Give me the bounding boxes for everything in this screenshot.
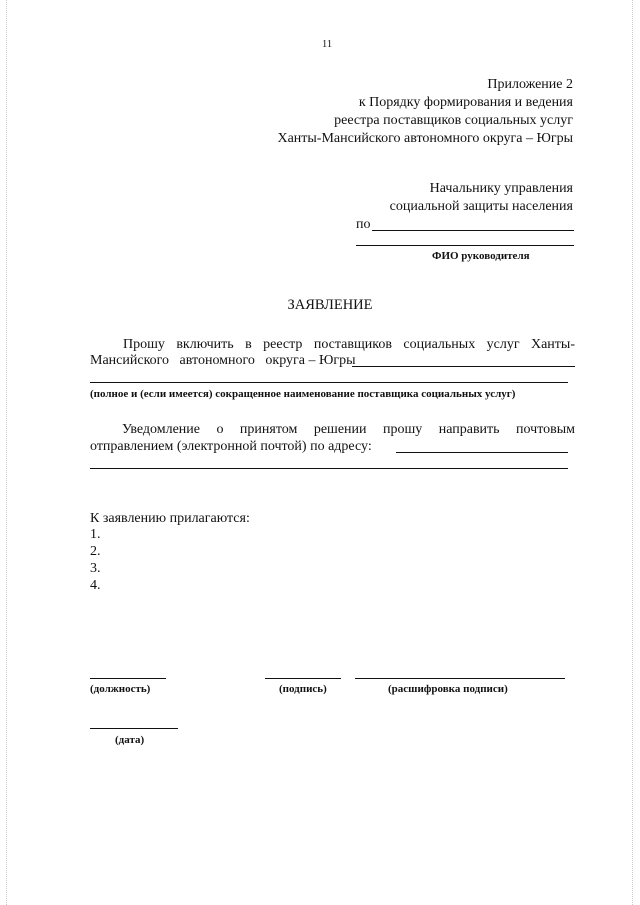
- position-field-line[interactable]: [90, 678, 166, 679]
- signature-decoding-caption: (расшифровка подписи): [388, 683, 508, 695]
- document-heading: ЗАЯВЛЕНИЕ: [287, 297, 373, 313]
- appendix-line-4: Ханты-Мансийского автономного округа – Югры: [277, 131, 573, 146]
- position-caption: (должность): [90, 683, 151, 695]
- addressee-line-1: Начальнику управления: [429, 181, 573, 196]
- address-field-line-2[interactable]: [90, 468, 568, 469]
- po-field-line[interactable]: [372, 230, 574, 231]
- signature-decoding-field-line[interactable]: [355, 678, 565, 679]
- request-line-2: Мансийского автономного округа – Югры: [90, 353, 356, 368]
- appendix-title: Приложение 2: [487, 77, 573, 92]
- appendix-line-3: реестра поставщиков социальных услуг: [334, 113, 573, 128]
- date-field-line[interactable]: [90, 728, 178, 729]
- po-label: по: [356, 217, 371, 232]
- attachment-item-2: 2.: [90, 544, 101, 559]
- attachments-title: К заявлению прилагаются:: [90, 511, 250, 526]
- signature-caption: (подпись): [279, 683, 327, 695]
- scan-right-edge: [632, 0, 633, 905]
- appendix-line-2: к Порядку формирования и ведения: [358, 95, 573, 110]
- attachment-item-1: 1.: [90, 527, 101, 542]
- page-number: 11: [322, 39, 333, 50]
- attachment-item-3: 3.: [90, 561, 101, 576]
- fio-caption: ФИО руководителя: [432, 250, 530, 262]
- fio-field-line[interactable]: [356, 245, 574, 246]
- attachment-item-4: 4.: [90, 578, 101, 593]
- signature-field-line[interactable]: [265, 678, 341, 679]
- scan-left-edge: [6, 0, 7, 905]
- addressee-line-2: социальной защиты населения: [389, 199, 573, 214]
- notification-line-2: отправлением (электронной почтой) по адресу:: [90, 439, 372, 454]
- date-caption: (дата): [115, 734, 145, 746]
- provider-name-field-line[interactable]: [352, 366, 575, 367]
- address-field-line[interactable]: [396, 452, 568, 453]
- provider-name-field-line-2[interactable]: [90, 382, 568, 383]
- provider-name-caption: (полное и (если имеется) сокращенное наименование поставщика социальных услуг): [90, 388, 516, 400]
- request-line-1: Прошу включить в реестр поставщиков социальных услуг Ханты-: [123, 337, 575, 352]
- notification-line-1: Уведомление о принятом решении прошу направить почтовым: [122, 422, 575, 437]
